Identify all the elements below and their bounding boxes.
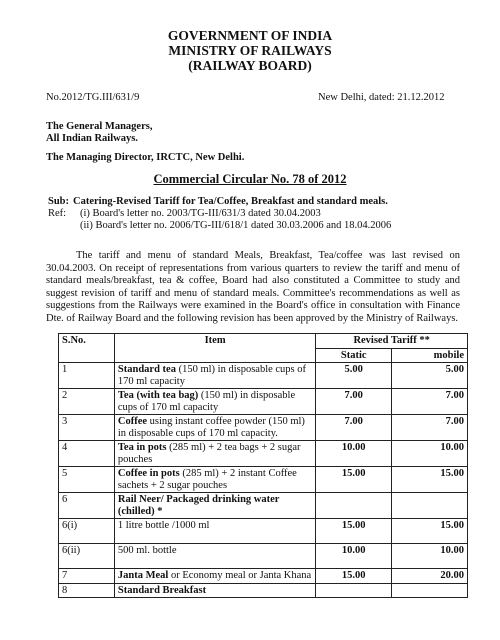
cell-item	[114, 389, 315, 415]
cell-item	[114, 569, 315, 584]
item-bold: Rail Neer/ Packaged drinking water (chilled) *	[117, 494, 280, 517]
ref-line-1: (i) Board's letter no. 2003/TG-III/631/3 dated 30.04.2003	[80, 208, 321, 219]
header-line-1: GOVERNMENT OF INDIA	[167, 28, 333, 43]
cell-static	[316, 493, 392, 519]
item-rest: (285 ml) + 2 tea bags + 2 sugar pouches	[117, 442, 301, 465]
item-bold: Tea in pots	[117, 442, 167, 453]
ref-line-2: (ii) Board's letter no. 2006/TG-III/618/1 dated 30.03.2006 and 18.04.2006	[80, 220, 392, 231]
item-bold: Coffee in pots	[117, 468, 180, 479]
cell-static: 15.00	[316, 467, 392, 493]
item-bold: Janta Meal	[117, 570, 169, 581]
item-bold: Coffee	[117, 416, 148, 427]
body-paragraph: The tariff and menu of standard Meals, Breakfast, Tea/coffee was last revised on 30.04.2003. On receipt of representations from various quarters to review the tariff and menu of standard meals/breakfast, tea & coffee, Board had also constituted a Committee to study and suggest revision of tariff and menu of standard meals. Committee's recommendations as well as suggestions from the Railways were examined in the Board's office in consultation with Finance Dte. of Railway Board and the following revision has been approved by the Ministry of Railways.	[46, 250, 460, 324]
cell-sno: 6	[59, 493, 115, 519]
table-row	[59, 493, 468, 519]
circular-title: Commercial Circular No. 78 of 2012	[153, 172, 347, 186]
cell-item	[114, 363, 315, 389]
cell-sno: 6(i)	[59, 519, 115, 544]
cell-static: 7.00	[316, 415, 392, 441]
cell-sno: 5	[59, 467, 115, 493]
item-bold: Tea (with tea bag)	[117, 390, 199, 401]
item-bold: Standard tea	[117, 364, 176, 375]
col-header-static: Static	[316, 348, 392, 363]
cell-sno: 7	[59, 569, 115, 584]
cell-sno: 6(ii)	[59, 544, 115, 569]
item-rest: using instant coffee powder (150 ml) in disposable cups of 170 ml capacity.	[117, 416, 305, 439]
col-header-tariff: Revised Tariff **	[316, 334, 468, 349]
header-line-3: (RAILWAY BOARD)	[188, 58, 312, 73]
table-row	[59, 467, 468, 493]
cell-mobile: 15.00	[392, 519, 468, 544]
item-rest: 500 ml. bottle	[117, 545, 177, 556]
cell-item	[114, 544, 315, 569]
cell-sno: 1	[59, 363, 115, 389]
cell-mobile: 10.00	[392, 544, 468, 569]
tariff-table	[58, 333, 468, 598]
cell-item	[114, 467, 315, 493]
table-row	[59, 415, 468, 441]
cell-mobile: 5.00	[392, 363, 468, 389]
cell-static: 15.00	[316, 519, 392, 544]
cell-mobile: 7.00	[392, 389, 468, 415]
cell-static: 15.00	[316, 569, 392, 584]
table-row	[59, 569, 468, 584]
cell-static: 10.00	[316, 441, 392, 467]
header-line-2: MINISTRY OF RAILWAYS	[168, 43, 332, 58]
table-header-row	[59, 334, 468, 349]
item-rest: or Economy meal or Janta Khana	[168, 570, 312, 581]
cell-mobile: 20.00	[392, 569, 468, 584]
cell-item	[114, 415, 315, 441]
table-row	[59, 519, 468, 544]
cell-item	[114, 583, 315, 598]
cell-static	[316, 583, 392, 598]
addressee-line-1: The General Managers,	[46, 121, 153, 132]
item-bold: Standard Breakfast	[117, 584, 207, 596]
table-row	[59, 441, 468, 467]
table-row	[59, 544, 468, 569]
cell-item	[114, 493, 315, 519]
cell-mobile	[392, 583, 468, 598]
cell-mobile: 15.00	[392, 467, 468, 493]
cell-mobile: 10.00	[392, 441, 468, 467]
cell-static: 7.00	[316, 389, 392, 415]
place-date: New Delhi, dated: 21.12.2012	[318, 92, 445, 103]
cell-static: 10.00	[316, 544, 392, 569]
col-header-item: Item	[114, 334, 315, 363]
cell-sno: 4	[59, 441, 115, 467]
col-header-mobile: mobile	[392, 348, 468, 363]
cell-item	[114, 441, 315, 467]
cell-item	[114, 519, 315, 544]
item-rest: (150 ml) in disposable cups of 170 ml capacity	[117, 364, 307, 387]
cell-mobile	[392, 493, 468, 519]
addressee-line-2: All Indian Railways.	[46, 133, 138, 144]
letterhead	[0, 28, 500, 73]
addressee-line-3: The Managing Director, IRCTC, New Delhi.	[46, 152, 245, 163]
cell-sno: 3	[59, 415, 115, 441]
cell-sno: 2	[59, 389, 115, 415]
subject-text: Catering-Revised Tariff for Tea/Coffee, Breakfast and standard meals.	[73, 196, 388, 207]
item-rest: 1 litre bottle /1000 ml	[117, 520, 210, 531]
reference-number: No.2012/TG.III/631/9	[46, 92, 140, 103]
table-row	[59, 363, 468, 389]
cell-mobile: 7.00	[392, 415, 468, 441]
cell-sno: 8	[59, 583, 115, 598]
subject-label: Sub:	[48, 196, 70, 207]
table-row	[59, 583, 468, 598]
item-rest: (285 ml) + 2 instant Coffee sachets + 2 sugar pouches	[117, 468, 297, 491]
item-rest: (150 ml) in disposable cups of 170 ml capacity	[117, 390, 296, 413]
ref-label: Ref:	[48, 208, 67, 219]
col-header-sno: S.No.	[59, 334, 115, 363]
table-row	[59, 389, 468, 415]
cell-static: 5.00	[316, 363, 392, 389]
